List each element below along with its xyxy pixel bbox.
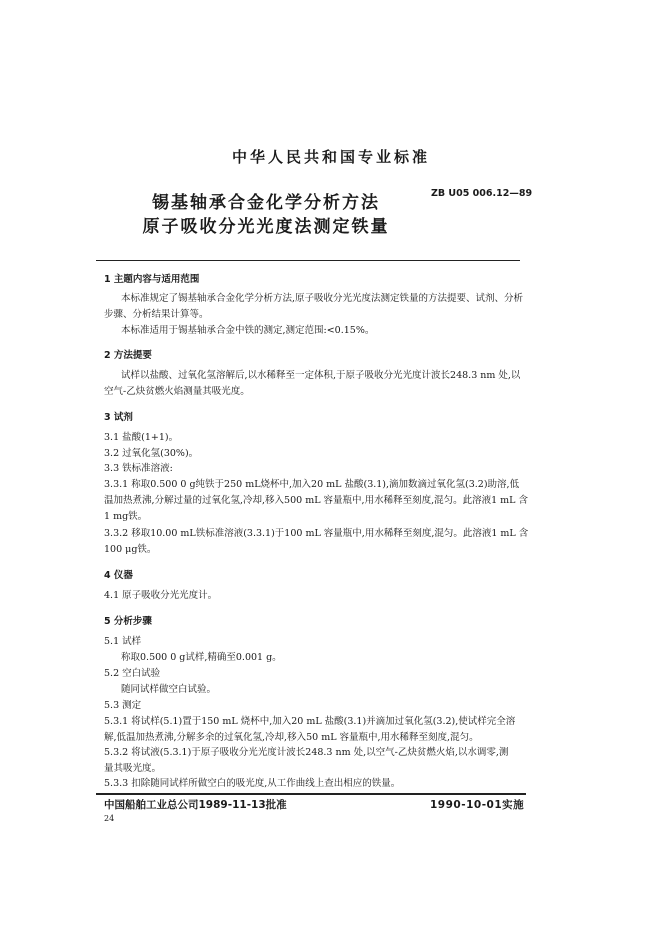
item-5-3-1-line-2: 解,低温加热煮沸,分解多余的过氧化氢,冷却,移入50 mL 容量瓶中,用水稀释至刻度,混匀。 (104, 732, 479, 743)
item-3-3: 3.3 铁标准溶液: (104, 463, 173, 474)
item-3-1: 3.1 盐酸(1+1)。 (104, 432, 179, 443)
section-2-paragraph-line-2: 空气-乙炔贫燃火焰测量其吸光度。 (104, 386, 250, 397)
item-5-2-text: 随同试样做空白试验。 (121, 684, 217, 695)
item-5-2: 5.2 空白试验 (104, 668, 161, 679)
item-5-3-3: 5.3.3 扣除随同试样所做空白的吸光度,从工作曲线上查出相应的铁量。 (104, 778, 401, 789)
item-5-3-2-line-2: 量其吸光度。 (104, 763, 162, 774)
document-title-line1: 锡基轴承合金化学分析方法 (152, 193, 380, 213)
implementation-date: 1990-10-01实施 (430, 799, 525, 811)
section-1-paragraph-1-line-2: 步骤、分析结果计算等。 (104, 309, 209, 320)
item-5-3-1-line-1: 5.3.1 将试样(5.1)置于150 mL 烧杯中,加入20 mL 盐酸(3.1)并滴加过氧化氢(3.2),使试样完全溶 (104, 716, 516, 727)
item-5-1-text: 称取0.500 0 g试样,精确至0.001 g。 (121, 652, 282, 663)
standard-code: ZB U05 006.12—89 (431, 188, 533, 199)
section-2-heading: 2 方法提要 (104, 350, 152, 361)
document-title-line2: 原子吸收分光光度法测定铁量 (142, 217, 390, 237)
section-5-heading: 5 分析步骤 (104, 616, 152, 627)
item-5-3-2-line-1: 5.3.2 将试液(5.3.1)于原子吸收分光光度计波长248.3 nm 处,以空气-乙炔贫燃火焰,以水调零,测 (104, 747, 509, 758)
section-2-paragraph-line-1: 试样以盐酸、过氧化氢溶解后,以水稀释至一定体积,于原子吸收分光光度计波长248.3 nm 处,以 (121, 370, 521, 381)
national-standard-label: 中华人民共和国专业标准 (231, 148, 430, 166)
section-4-heading: 4 仪器 (104, 570, 133, 581)
item-5-3: 5.3 测定 (104, 700, 142, 711)
item-3-2: 3.2 过氧化氢(30%)。 (104, 448, 199, 459)
item-3-3-2-line-1: 3.3.2 移取10.00 mL铁标准溶液(3.3.1)于100 mL 容量瓶中,用水稀释至刻度,混匀。此溶液1 mL 含 (104, 528, 529, 539)
section-3-heading: 3 试剂 (104, 412, 133, 423)
section-1-paragraph-1-line-1: 本标准规定了锡基轴承合金化学分析方法,原子吸收分光光度法测定铁量的方法提要、试剂、分析 (121, 293, 524, 304)
page-number: 24 (104, 814, 115, 823)
header-divider (96, 260, 520, 261)
section-1-heading: 1 主题内容与适用范围 (104, 274, 200, 285)
item-3-3-2-line-2: 100 μg铁。 (104, 544, 157, 555)
item-3-3-1-line-3: 1 mg铁。 (104, 511, 148, 522)
item-3-3-1-line-1: 3.3.1 称取0.500 0 g纯铁于250 mL烧杯中,加入20 mL 盐酸(3.1),滴加数滴过氧化氢(3.2)助溶,低 (104, 479, 520, 490)
item-5-1: 5.1 试样 (104, 636, 142, 647)
footer-divider (96, 793, 526, 795)
item-3-3-1-line-2: 温加热煮沸,分解过量的过氧化氢,冷却,移入500 mL 容量瓶中,用水稀释至刻度,混匀。此溶液1 mL 含 (104, 495, 528, 506)
approval-note: 中国船舶工业总公司1989-11-13批准 (104, 799, 287, 811)
section-1-paragraph-2: 本标准适用于锡基轴承合金中铁的测定,测定范围:<0.15%。 (121, 325, 375, 336)
item-4-1: 4.1 原子吸收分光光度计。 (104, 590, 218, 601)
